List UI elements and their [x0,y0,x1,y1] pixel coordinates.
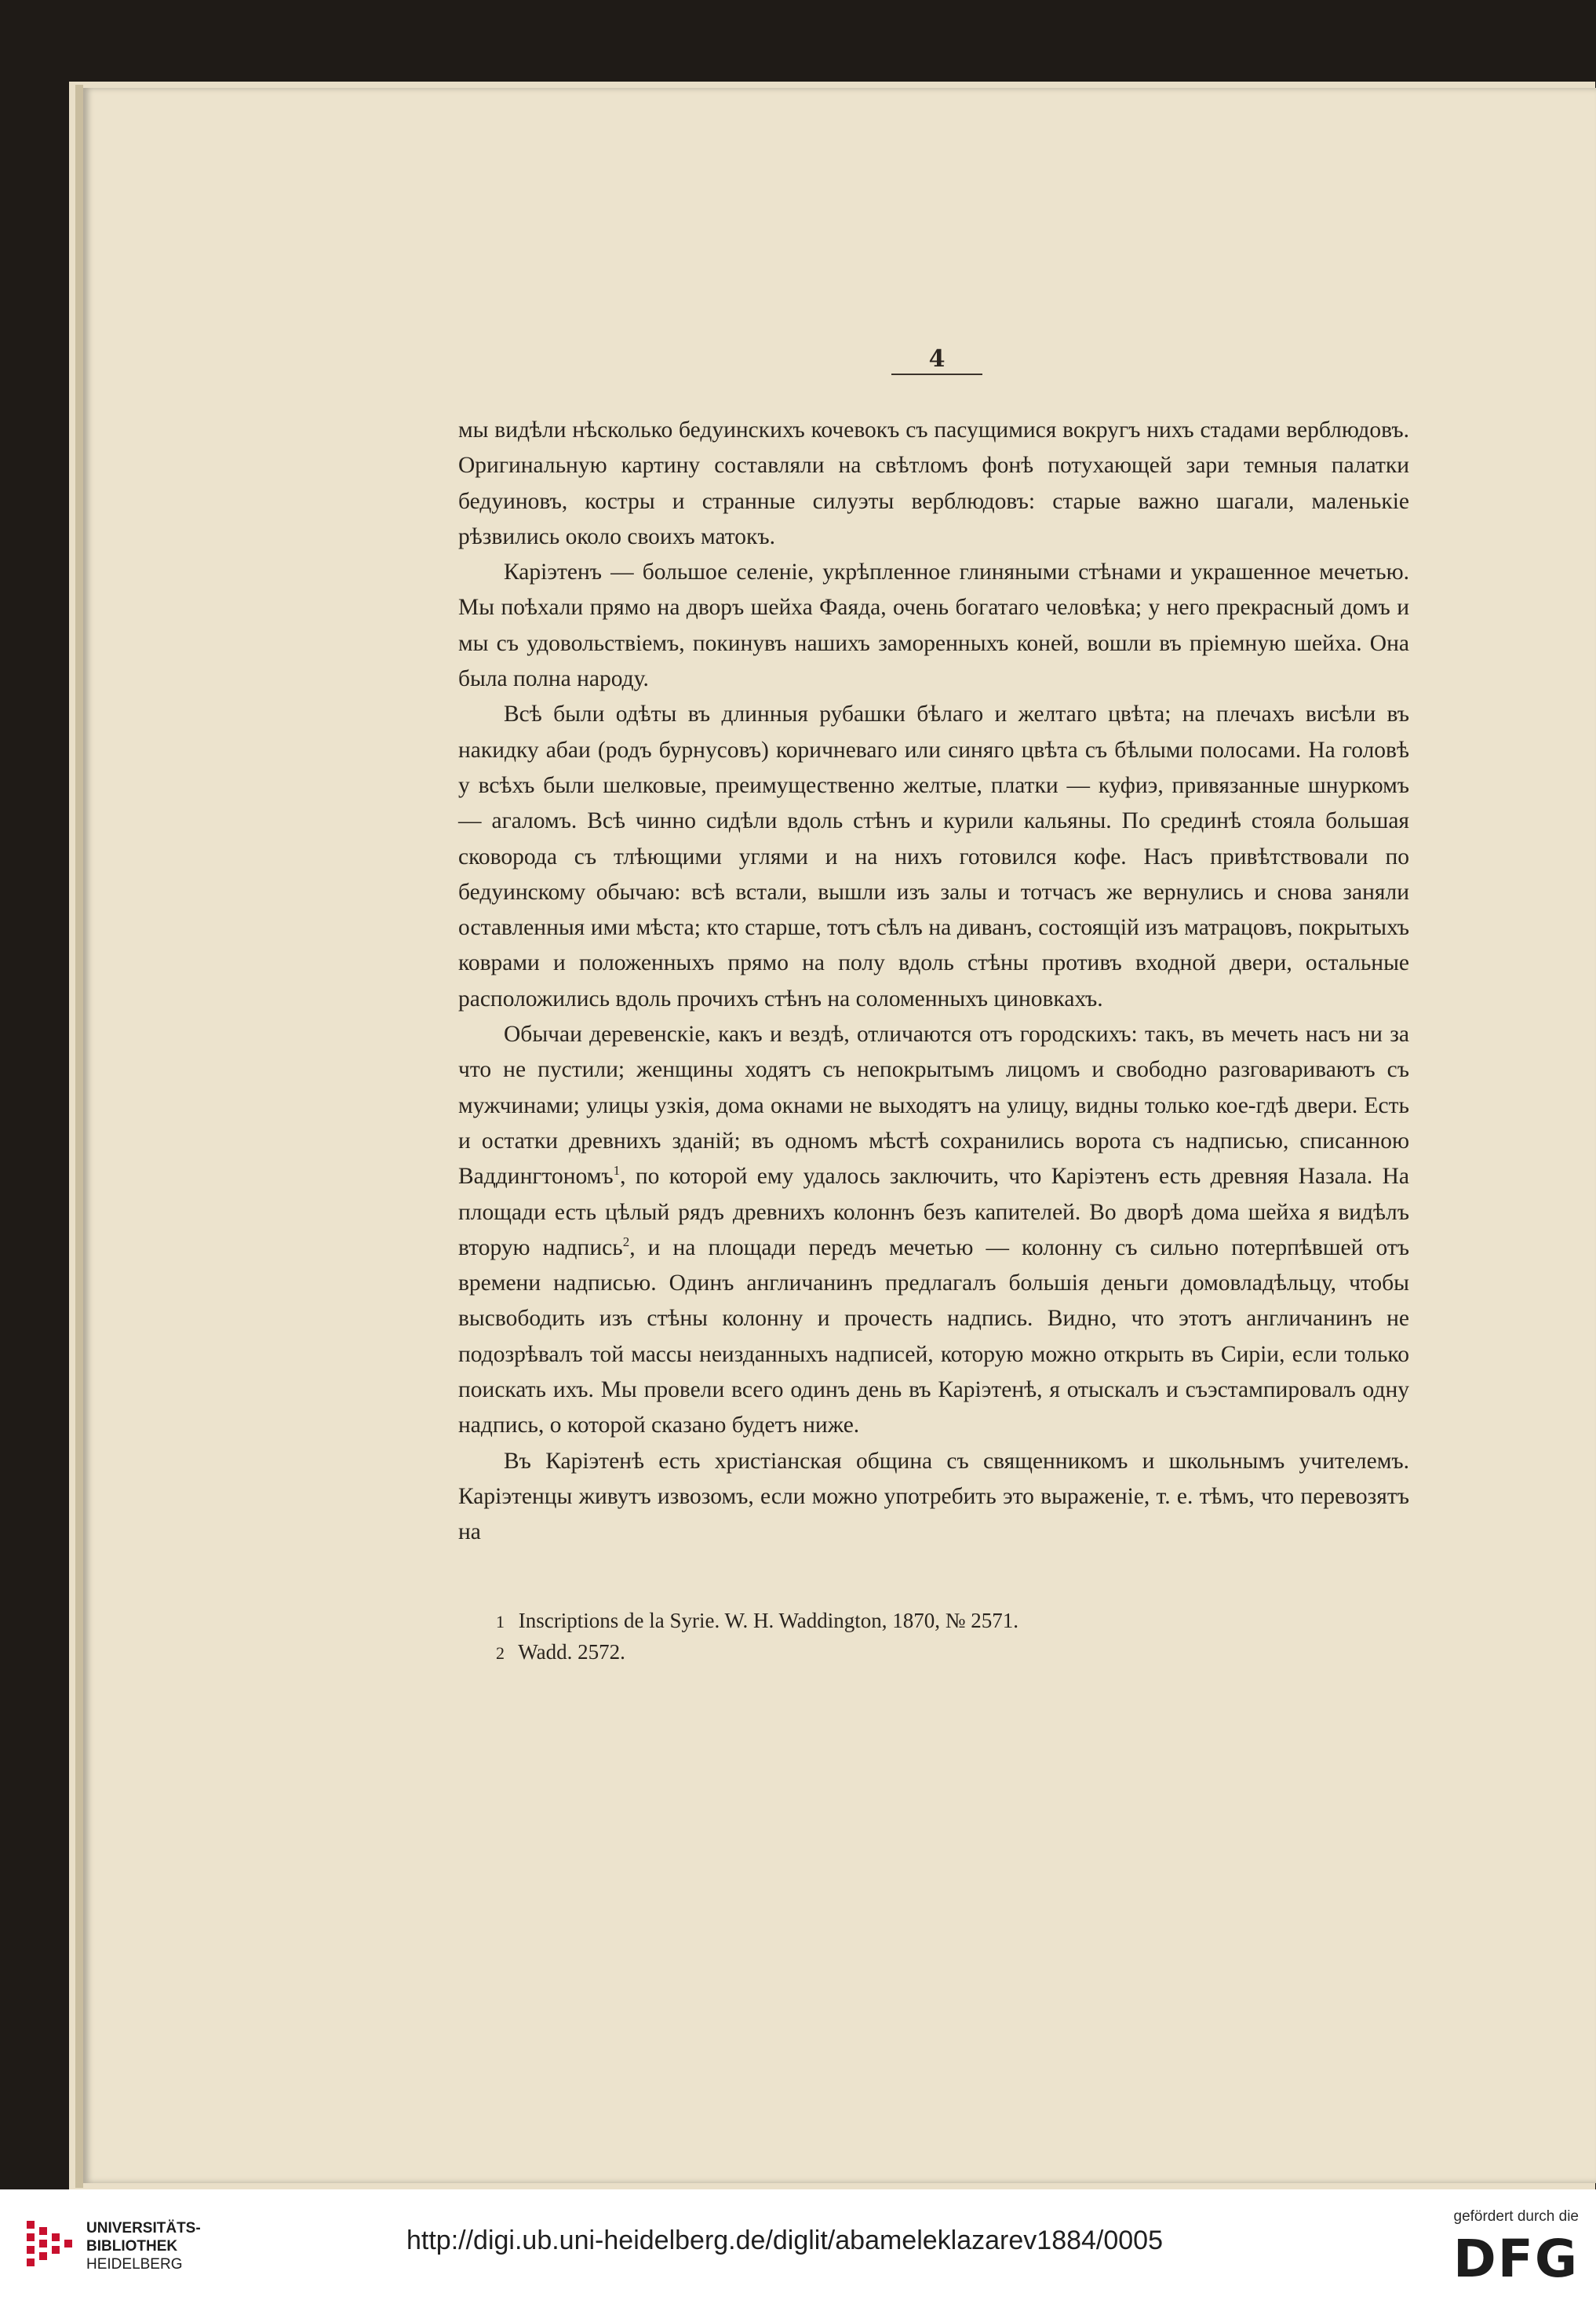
page-edge [75,85,83,2188]
library-line-3: HEIDELBERG [86,2256,183,2273]
footnote-2 [496,1637,1359,1668]
footnotes [496,1606,1359,1668]
library-name [86,2219,201,2273]
library-line-2: BIBLIOTHEK [86,2238,178,2255]
paragraph-text: Всѣ были одѣты въ длинныя рубашки бѣлаго и желтаго цвѣта; на плечахъ висѣли въ накидку абаи (родъ бурнусовъ) коричневаго или синяго цвѣта съ бѣлыми полосами. На головѣ у всѣхъ были шелковые, преимущественно желтые, платки — куфиэ, привязанные шнуркомъ — агаломъ. Всѣ чинно сидѣли вдоль стѣнъ и курили кальяны. По срединѣ стояла большая сковорода съ тлѣющими углями и на нихъ готовился кофе. Насъ привѣтствовали по бедуинскому обычаю: всѣ встали, вышли изъ залы и тотчасъ же вернулись и снова заняли оставленныя ими мѣста; кто старше, тотъ сѣлъ на диванъ, состоящій изъ матрацовъ, покрытыхъ коврами и положенныхъ прямо на полу вдоль стѣны противъ входной двери, остальные расположились вдоль прочихъ стѣнъ на соломенныхъ циновкахъ. [458,702,1409,1012]
page-number-rule [891,374,982,375]
library-seal-icon [24,2216,77,2269]
paragraph-text: Обычаи деревенскіе, какъ и вездѣ, отличаются отъ городскихъ: такъ, въ мечеть насъ ни за что не пустили; женщины ходятъ съ непокрытымъ лицомъ и свободно разговариваютъ съ мужчинами; улицы узкія, дома окнами не выходятъ на улицу, видны только кое-гдѣ двери. Есть и остатки древнихъ зданій; въ одномъ мѣстѣ сохранились ворота съ надписью, списанною Ваддингтономъ [458,1022,1409,1190]
footnote-reference: 2 [622,1234,630,1249]
library-line-1: UNIVERSITÄTS- [86,2220,201,2237]
page-number: 4 [928,345,946,373]
paragraph [458,1017,1409,1444]
footnote-marker: 2 [496,1643,505,1663]
paragraph-text: мы видѣли нѣсколько бедуинскихъ кочевокъ съ пасущимися вокругъ нихъ стадами верблюдовъ. Оригинальную картину составляли на свѣтломъ фонѣ потухающей зари темныя палатки бедуиновъ, костры и странные силуэты верблюдовъ: старые важно шагали, маленькіе рѣзвились около своихъ матокъ. [458,417,1409,549]
footnote-reference: 1 [613,1163,621,1179]
library-logo[interactable] [17,2210,213,2285]
footnote-marker: 1 [496,1612,505,1631]
paragraph-text: Каріэтенъ — большое селеніе, укрѣпленное глиняными стѣнами и украшенное мечетью. Мы поѣхали прямо на дворъ шейха Фаяда, очень богатаго человѣка; у него прекрасный домъ и мы съ удовольствіемъ, покинувъ нашихъ заморенныхъ коней, вошли въ пріемную шейха. Она была полна народу. [458,560,1409,692]
permalink-url[interactable]: http://digi.ub.uni-heidelberg.de/diglit/abameleklazarev1884/0005 [406,2226,1164,2255]
viewer-footer [0,2189,1596,2304]
paragraph [458,1444,1409,1551]
funder-logo[interactable] [1412,2204,1585,2290]
paragraph-text: Въ Каріэтенѣ есть христіанская община съ священникомъ и школьнымъ учителемъ. Каріэтенцы живутъ извозомъ, если можно употребить это выраженіе, т. е. тѣмъ, что перевозятъ на [458,1448,1409,1545]
paragraph-text: , и на площади передъ мечетью — колонну съ сильно потерпѣвшей отъ времени надписью. Одинъ англичанинъ предлагалъ большія деньги домовладѣльцу, чтобы высвободить изъ стѣны колонну и прочесть надпись. Видно, что этотъ англичанинъ не подозрѣвалъ той массы неизданныхъ надписей, которую можно открыть въ Сиріи, если только поискать ихъ. Мы провели всего одинъ день въ Каріэтенѣ, я отыскалъ и съэстампировалъ одну надпись, о которой сказано будетъ ниже. [458,1234,1410,1438]
dfg-logo: DFG [1452,2229,1579,2289]
footnote-1 [496,1606,1359,1637]
paragraph [458,413,1409,555]
paragraph-text: , по которой ему удалось заключить, что Каріэтенъ есть древняя Назала. На площади есть цѣлый рядъ древнихъ колоннъ безъ капителей. Во дворѣ дома шейха я видѣлъ вторую надпись [458,1164,1409,1260]
body-text [458,413,1409,1551]
paragraph [458,697,1409,1017]
funder-caption: gefördert durch die [1453,2208,1579,2225]
footnote-text: Inscriptions de la Syrie. W. H. Waddington, 1870, № 2571. [518,1609,1019,1632]
footnote-text: Wadd. 2572. [518,1640,625,1664]
paragraph [458,555,1409,697]
